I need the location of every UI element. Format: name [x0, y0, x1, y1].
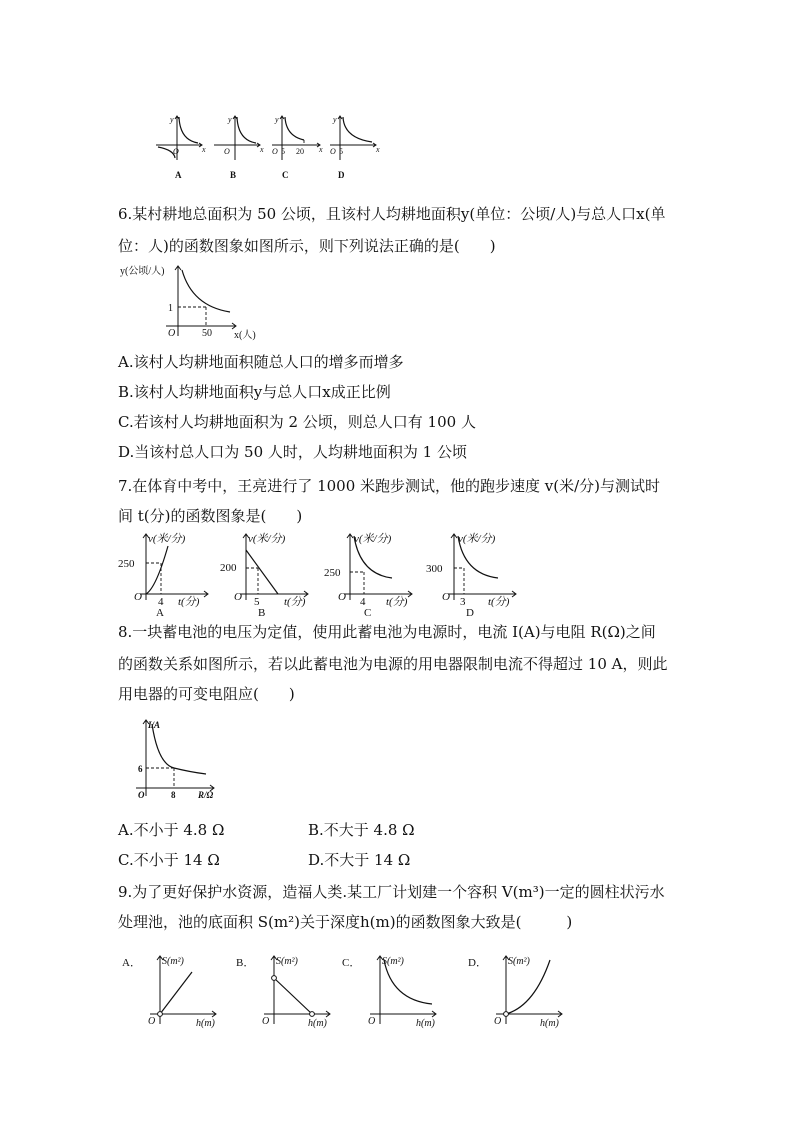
q5d-y: y [333, 115, 337, 124]
q6-option-c: C.若该村人均耕地面积为 2 公顷，则总人口有 100 人 [118, 413, 476, 431]
q9c-xlabel: h(m) [416, 1018, 435, 1029]
q6-origin: O [168, 328, 176, 339]
q8-stem-line2: 的函数关系如图所示，若以此蓄电池为电源的用电器限制电流不得超过 10 A，则此 [118, 655, 668, 673]
q7d-xlabel: t(分) [488, 596, 510, 608]
q6-option-a: A.该村人均耕地面积随总人口的增多而增多 [118, 353, 404, 371]
q7b-ylabel: v(米/分) [248, 533, 286, 545]
q5c-tick-20: 20 [296, 147, 304, 156]
q5d-letter: D [338, 170, 345, 180]
q8-ylabel: I/A [148, 720, 161, 730]
q7d-xtick: 3 [460, 596, 466, 608]
q9b-origin: O [262, 1016, 270, 1027]
q5-graph-d [326, 112, 386, 184]
q7-graph-d [424, 530, 524, 619]
q9-graph-d [464, 950, 574, 1034]
q9b-letter: B． [236, 957, 255, 969]
q6-xlabel: x(人) [234, 330, 256, 341]
q7d-ytick: 300 [426, 563, 443, 575]
q5c-x: x [319, 145, 323, 154]
q8-option-b: B.不大于 4.8 Ω [308, 821, 415, 839]
q9-graph-c [338, 950, 448, 1034]
q5a-y: y [170, 115, 174, 124]
q7-graph-c [320, 530, 420, 619]
q9-graph-b [232, 950, 342, 1034]
q9-stem-line1: 9.为了更好保护水资源，造福人类.某工厂计划建一个容积 V(m³)一定的圆柱状污水 [118, 883, 665, 901]
q9c-ylabel: S(m²) [382, 956, 404, 967]
q7b-xtick: 5 [254, 596, 260, 608]
q7c-xtick: 4 [360, 596, 366, 608]
q8-stem-line1: 8.一块蓄电池的电压为定值，使用此蓄电池为电源时，电流 I(A)与电阻 R(Ω)之间 [118, 623, 656, 641]
q5a-o: O [173, 147, 179, 156]
q6-option-b: B.该村人均耕地面积y与总人口x成正比例 [118, 383, 391, 401]
q5c-tick-5: 5 [281, 147, 285, 156]
q7d-origin: O [442, 591, 450, 603]
q9c-origin: O [368, 1016, 376, 1027]
q8-option-c: C.不小于 14 Ω [118, 851, 220, 869]
q7c-ylabel: v(米/分) [354, 533, 392, 545]
q6-stem-line2: 位：人)的函数图象如图所示，则下列说法正确的是( ) [118, 237, 496, 255]
q9d-letter: D． [468, 957, 487, 969]
q5d-x: x [376, 145, 380, 154]
q9b-xlabel: h(m) [308, 1018, 327, 1029]
q6-xtick: 50 [202, 328, 212, 339]
q5c-o: O [272, 147, 278, 156]
q5d-tick-5: 5 [339, 147, 343, 156]
q7-stem-line2: 间 t(分)的函数图象是( ) [118, 507, 303, 525]
q9-stem-line2: 处理池，池的底面积 S(m²)关于深度h(m)的函数图象大致是( ) [118, 913, 573, 931]
q6-stem-line1: 6.某村耕地总面积为 50 公顷，且该村人均耕地面积y(单位：公顷/人)与总人口x(单 [118, 205, 666, 223]
q6-ytick: 1 [168, 303, 173, 314]
q5c-y: y [275, 115, 279, 124]
q9d-ylabel: S(m²) [508, 956, 530, 967]
q8-option-a: A.不小于 4.8 Ω [118, 821, 225, 839]
q7a-xtick: 4 [158, 596, 164, 608]
q6-option-d: D.当该村总人口为 50 人时，人均耕地面积为 1 公顷 [118, 443, 467, 461]
q7c-letter: C [364, 607, 372, 619]
q5b-x: x [260, 145, 264, 154]
q8-option-d: D.不大于 14 Ω [308, 851, 411, 869]
q6-ylabel: y(公顷/人) [120, 266, 165, 277]
q7d-ylabel: v(米/分) [458, 533, 496, 545]
q7a-origin: O [134, 591, 142, 603]
q7a-ylabel: v(米/分) [148, 533, 186, 545]
q5c-letter: C [282, 170, 289, 180]
q7d-letter: D [466, 607, 474, 619]
q9a-origin: O [148, 1016, 156, 1027]
q8-origin: O [138, 790, 145, 800]
q5a-x: x [202, 145, 206, 154]
q6-graph [118, 262, 258, 340]
q7-graph-a [116, 530, 216, 619]
q9a-xlabel: h(m) [196, 1018, 215, 1029]
q5-graph-b [210, 112, 270, 184]
q5-graph-a [152, 112, 212, 184]
q5-graph-c [268, 112, 330, 184]
q9d-xlabel: h(m) [540, 1018, 559, 1029]
q8-xtick: 8 [171, 790, 176, 800]
q9-graph-a [118, 950, 228, 1034]
q7c-origin: O [338, 591, 346, 603]
q5a-letter: A [175, 170, 182, 180]
q7a-letter: A [156, 607, 164, 619]
q7a-xlabel: t(分) [178, 596, 200, 608]
q9b-ylabel: S(m²) [276, 956, 298, 967]
q8-stem-line3: 用电器的可变电阻应( ) [118, 685, 295, 703]
q5b-o: O [224, 147, 230, 156]
q5d-o: O [330, 147, 336, 156]
q9a-letter: A． [122, 957, 141, 969]
q8-ytick: 6 [138, 764, 143, 774]
q7-graph-b [216, 530, 316, 619]
q9d-origin: O [494, 1016, 502, 1027]
q7b-letter: B [258, 607, 266, 619]
q7c-ytick: 250 [324, 567, 341, 579]
q9a-ylabel: S(m²) [162, 956, 184, 967]
q7b-xlabel: t(分) [284, 596, 306, 608]
q7b-origin: O [234, 591, 242, 603]
q7b-ytick: 200 [220, 562, 237, 574]
q9c-letter: C． [342, 957, 361, 969]
q8-xlabel: R/Ω [198, 790, 214, 800]
q8-graph [132, 716, 232, 802]
q5b-letter: B [230, 170, 237, 180]
q7-stem-line1: 7.在体育中考中，王亮进行了 1000 米跑步测试，他的跑步速度 v(米/分)与测试时 [118, 477, 661, 495]
q7a-ytick: 250 [118, 558, 135, 570]
q5b-y: y [228, 115, 232, 124]
q7c-xlabel: t(分) [386, 596, 408, 608]
